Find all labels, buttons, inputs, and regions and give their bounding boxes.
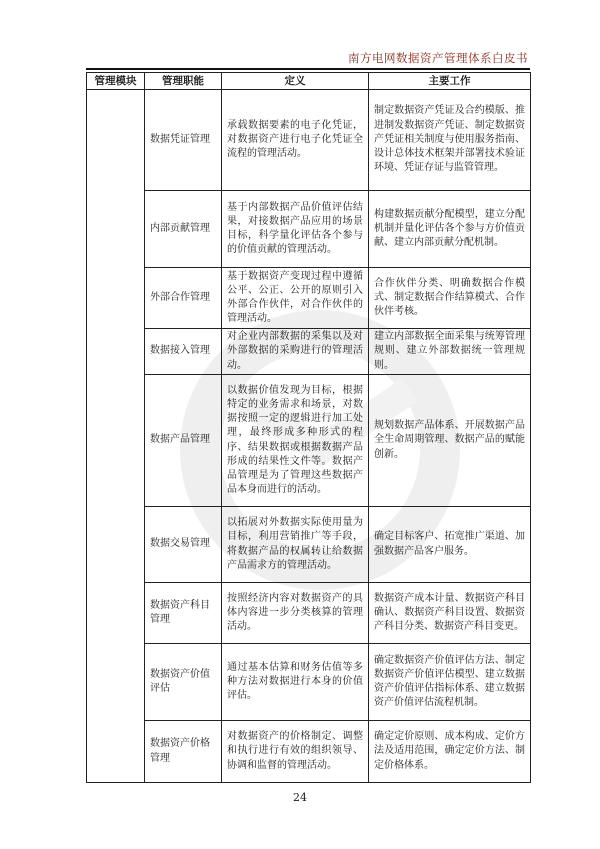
definition-cell: 通过基本估算和财务估值等多种方法对数据进行本身的价值评估。 <box>222 644 369 721</box>
work-cell: 合作伙伴分类、明确数据合作模式、制定数据合作结算模式、合作伙伴考核。 <box>369 268 531 329</box>
column-header-module: 管理模块 <box>87 73 145 90</box>
function-cell: 内部贡献管理 <box>145 191 222 268</box>
work-cell: 规划数据产品体系、开展数据产品全生命周期管理、数据产品的赋能创新。 <box>369 375 531 507</box>
function-cell: 数据接入管理 <box>145 329 222 375</box>
table-row <box>87 583 531 644</box>
table-row <box>87 375 531 507</box>
work-cell: 制定数据资产凭证及合约模版、推进制发数据资产凭证、制定数据资产凭证相关制度与使用服务指南、设计总体技术框架并部署技术验证环境、凭证存证与监管管理。 <box>369 90 531 191</box>
header-rule <box>86 68 530 70</box>
work-cell: 构建数据贡献分配模型，建立分配机制并量化评估各个参与方价值贡献、建立内部贡献分配机制。 <box>369 191 531 268</box>
definition-cell: 基于数据资产变现过程中遵循公平、公正、公开的原则引入外部合作伙伴，对合作伙伴的管理活动。 <box>222 268 369 329</box>
definition-cell: 以拓展对外数据实际使用量为目标，利用营销推广等手段，将数据产品的权属转让给数据产品需求方的管理活动。 <box>222 507 369 583</box>
management-functions-table <box>86 72 531 783</box>
table-row <box>87 507 531 583</box>
table-row <box>87 191 531 268</box>
table-row <box>87 644 531 721</box>
work-cell: 数据资产成本计量、数据资产科目确认、数据资产科目设置、数据资产科目分类、数据资产科目变更。 <box>369 583 531 644</box>
work-cell: 确定定价原则、成本构成、定价方法及适用范围，确定定价方法、制定价格体系。 <box>369 721 531 783</box>
document-header-title: 南方电网数据资产管理体系白皮书 <box>348 51 528 65</box>
function-cell: 数据产品管理 <box>145 375 222 507</box>
definition-cell: 基于内部数据产品价值评估结果，对接数据产品应用的场景目标，科学量化评估各个参与的价值贡献的管理活动。 <box>222 191 369 268</box>
module-cell <box>87 90 145 783</box>
column-header-function: 管理职能 <box>145 73 222 90</box>
definition-cell: 对数据资产的价格制定、调整和执行进行有效的组织领导、协调和监督的管理活动。 <box>222 721 369 783</box>
definition-cell: 按照经济内容对数据资产的具体内容进一步分类核算的管理活动。 <box>222 583 369 644</box>
table-row <box>87 90 531 191</box>
function-cell: 数据交易管理 <box>145 507 222 583</box>
function-cell: 数据资产科目管理 <box>145 583 222 644</box>
function-cell: 数据资产价值评估 <box>145 644 222 721</box>
table-row <box>87 329 531 375</box>
table-row <box>87 721 531 783</box>
function-cell: 数据凭证管理 <box>145 90 222 191</box>
definition-cell: 承载数据要素的电子化凭证，对数据资产进行电子化凭证全流程的管理活动。 <box>222 90 369 191</box>
definition-cell: 对企业内部数据的采集以及对外部数据的采购进行的管理活动。 <box>222 329 369 375</box>
table-row <box>87 268 531 329</box>
function-cell: 外部合作管理 <box>145 268 222 329</box>
function-cell: 数据资产价格管理 <box>145 721 222 783</box>
page-number: 24 <box>293 791 307 804</box>
column-header-work: 主要工作 <box>369 73 531 90</box>
table-header-row <box>87 73 531 90</box>
column-header-definition: 定义 <box>222 73 369 90</box>
work-cell: 确定目标客户、拓宽推广渠道、加强数据产品客户服务。 <box>369 507 531 583</box>
work-cell: 确定数据资产价值评估方法、制定数据资产价值评估模型、建立数据资产价值评估指标体系、建立数据资产价值评估流程机制。 <box>369 644 531 721</box>
definition-cell: 以数据价值发现为目标，根据特定的业务需求和场景，对数据按照一定的逻辑进行加工处理，最终形成多种形式的程序、结果数据或根据数据产品形成的结果性文件等。数据产品管理是为了管理这些数据产品本身而进行的活动。 <box>222 375 369 507</box>
work-cell: 建立内部数据全面采集与统筹管理规则、建立外部数据统一管理规则。 <box>369 329 531 375</box>
